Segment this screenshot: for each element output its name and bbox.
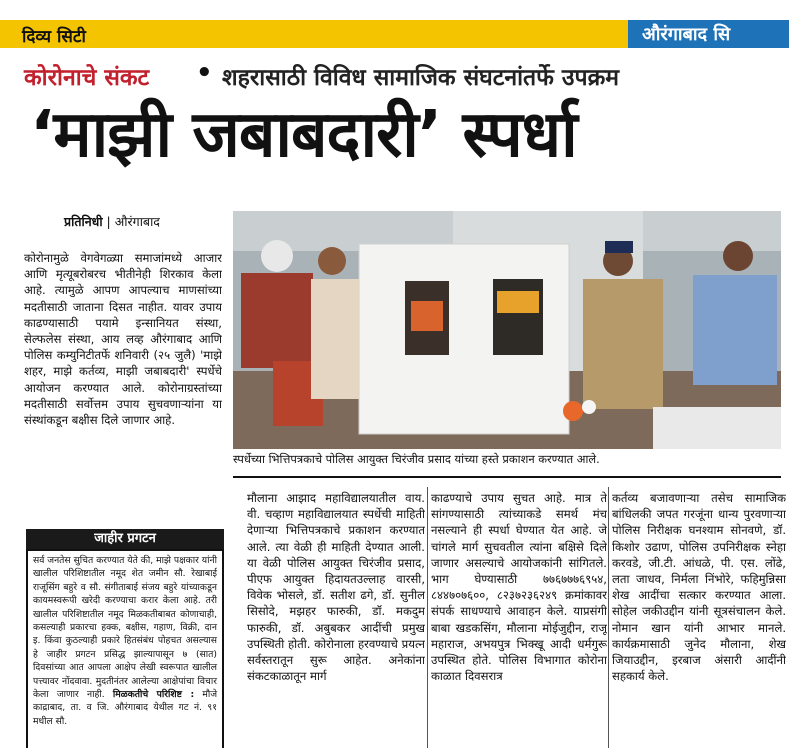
photo-caption: स्पर्धेच्या भित्तिपत्रकाचे पोलिस आयुक्त चिरंजीव प्रसाद यांच्या हस्ते प्रकाशन करण्यात आले. — [233, 452, 600, 466]
byline-place: औरंगाबाद — [114, 214, 160, 229]
article-column-1: मौलाना आझाद महाविद्यालयातील वाय. वी. चव्हाण महाविद्यालयात स्पर्धेची माहिती देणाऱ्या भित्तिपत्रकाचे प्रकाशन करण्यात आले. त्या वेळी ही माहिती देण्यात आली. या वेळी पोलिस आयुक्त चिरंजीव प्रसाद, पीएफ आयुक्त हिदायतउल्लाह वारसी, विवेक भोसले, डॉ. सतीश ढगे, डॉ. सुनील सिसोदे, मझहर फारुकी, डॉ. मकदुम फारुकी, डॉ. अबुबकर आदींची प्रमुख उपस्थिती होती. कोरोनाला हरवण्याचे प्रयत्न सर्वस्तरातून सुरू आहेत. अनेकांना संकटकाळातून मार्ग — [247, 491, 425, 684]
column-divider — [427, 487, 428, 748]
public-notice-text — [28, 551, 222, 728]
event-photo — [233, 211, 781, 449]
section-brand: दिव्य सिटी — [22, 27, 86, 47]
event-photo-illustration — [233, 211, 781, 449]
column-divider — [608, 487, 609, 748]
notice-schedule-label: मिळकतीचे परिशिष्ट : — [112, 689, 195, 701]
article-column-2: काढण्याचे उपाय सुचत आहे. मात्र ते सांगण्यासाठी त्यांच्याकडे समर्थ मंच नसल्याने ही स्पर्धा घेण्यात येत आहे. जे चांगले मार्ग सुचवतील त्यांना बक्षिसे दिले जाणार असल्याचे आयोजकांनी सांगितले. भाग घेण्यासाठी ७७६७७७६९५४, ८४४७०७६००, ८२३७२३६२४९ क्रमांकावर संपर्क साधण्याचे आवाहन केले. याप्रसंगी बाबा खडकसिंग, मौलाना मोईजुद्दीन, राजू महाराज, अभयपुत्र भिक्खू आदी धर्मगुरू उपस्थित होते. पोलिस विभागात कोरोना काळात दिवसरात्र — [431, 491, 607, 684]
city-edition-label: औरंगाबाद सि — [628, 20, 789, 48]
byline-reporter: प्रतिनिधी — [64, 214, 103, 229]
public-notice-box — [26, 549, 224, 748]
caption-rule — [233, 476, 781, 478]
kicker-subheading: शहरासाठी विविध सामाजिक संघटनांतर्फे उपक्रम — [222, 65, 619, 91]
page-headline: ‘माझी जबाबदारी’ स्पर्धा — [30, 98, 577, 172]
byline-separator: | — [102, 214, 115, 229]
kicker-bullet: • — [196, 58, 213, 88]
article-column-3: कर्तव्य बजावणाऱ्या तसेच सामाजिक बांधिलकी जपत गरजूंना धान्य पुरवणाऱ्या पोलिस निरीक्षक घनश्याम सोनवणे, डॉ. किशोर उढाण, पोलिस उपनिरीक्षक स्नेहा करवडे, जी.टी. आंधळे, पी. एस. लोंढे, लता जाधव, निर्मला निंभोरे, फहिमुन्निसा शेख आदींचा सत्कार करण्यात आला. सोहेल जकीउद्दीन यांनी सूत्रसंचालन केले. नोमान खान यांनी आभार मानले. कार्यक्रमासाठी जुनेद मौलाना, शेख जियाउद्दीन, इरबाज अंसारी आदींनी सहकार्य केले. — [612, 491, 786, 684]
notice-schedule-text: मौजे काद्राबाद, ता. व जि. औरंगाबाद येथील गट नं. ९१ मधील सौ. — [33, 689, 218, 727]
notice-body: सर्व जनतेस सुचित करण्यात येते की, माझे पक्षकार यांनी खालील परिशिष्टातील नमूद शेत जमीन सौ. रेखाबाई राजूसिंग बहुरे व सौ. संगीताबाई संजय बहुरे यांच्याकडून कायमस्वरूपी खरेदी करण्याचा करार केला आहे. तरी खालील परिशिष्टातील नमूद मिळकतीबाबत कोणाचाही, कसल्याही प्रकारचा हक्क, बक्षीस, गहाण, विक्री, दान इ. किंवा कुठल्याही प्रकारे हितसंबंध पोहचत असल्यास हे जाहीर प्रगटन प्रसिद्ध झाल्यापासून ७ (सात) दिवसांच्या आत आपला आक्षेप लेखी स्वरूपात खालील पत्त्यावर नोंदवावा. मुदतीनंतर आलेल्या आक्षेपांचा विचार केला जाणार नाही. — [33, 555, 217, 701]
kicker-topic: कोरोनाचे संकट — [24, 65, 150, 91]
notice-heading: जाहीर प्रगटन — [26, 529, 224, 549]
byline — [64, 213, 160, 230]
intro-paragraph: कोरोनामुळे वेगवेगळ्या समाजांमध्ये आजार आणि मृत्यूबरोबरच भीतीनेही शिरकाव केला आहे. त्यामुळे आपण आपल्याच माणसांच्या मदतीसाठी जाताना दिसत नाहीत. यावर उपाय काढण्यासाठी पयामे इन्सानियत संस्था, सेल्फलेस संस्था, आय लव्ह औरंगाबाद आणि पोलिस कम्युनिटीतर्फे शनिवारी (२५ जुलै) 'माझे शहर, माझे कर्तव्य, माझी जबाबदारी' स्पर्धेचे आयोजन करण्यात आले. कोरोनाग्रस्तांच्या मदतीसाठी सर्वोत्तम उपाय सुचवणाऱ्यांना या संस्थांकडून बक्षीस दिले जाणार आहे. — [24, 251, 222, 428]
